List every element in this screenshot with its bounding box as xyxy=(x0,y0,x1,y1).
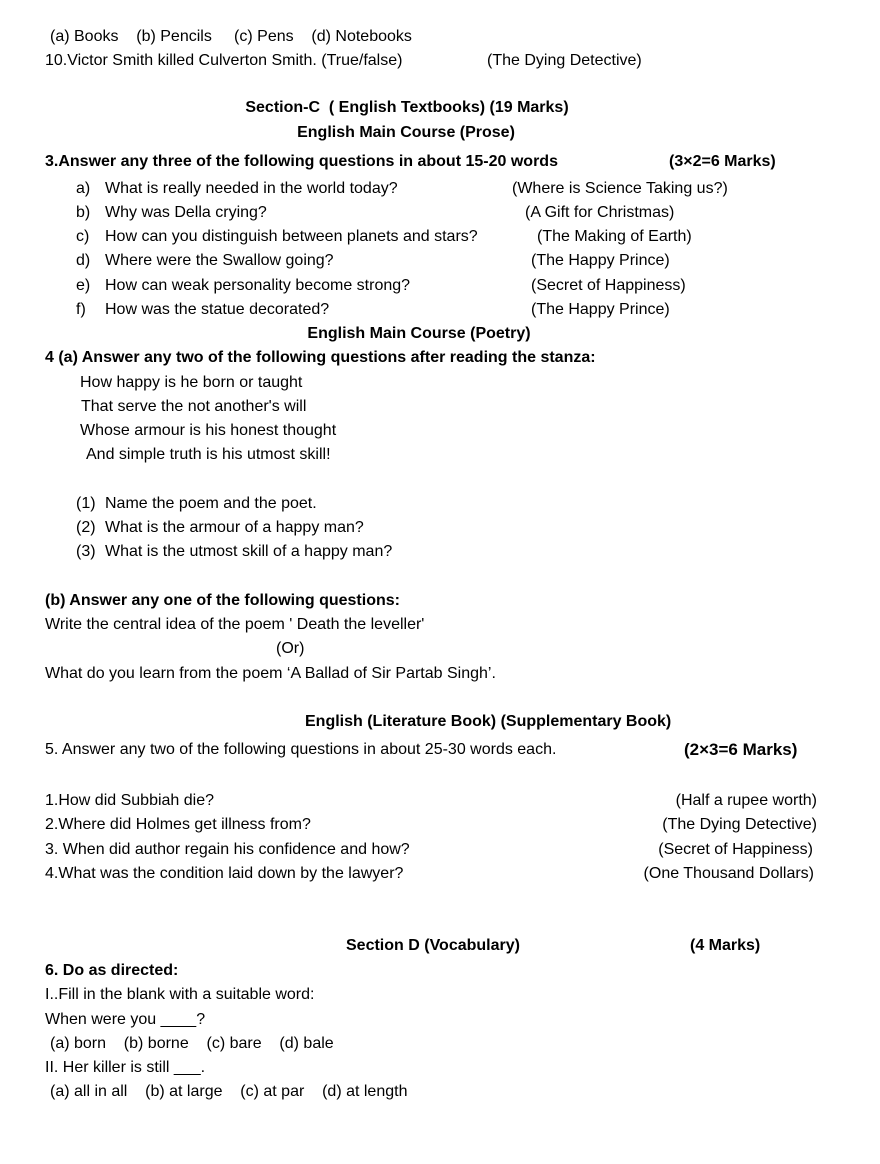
q5-item-text: 3. When did author regain his confidence and how? xyxy=(45,841,410,858)
q10-text: 10.Victor Smith killed Culverton Smith. (True/false) xyxy=(45,52,403,69)
q6-part1-instruction: I..Fill in the blank with a suitable word: xyxy=(45,986,315,1003)
q3-item-label: a) xyxy=(76,180,91,197)
stanza-line: How happy is he born or taught xyxy=(80,374,303,391)
q6-prompt: 6. Do as directed: xyxy=(45,962,179,979)
q3-item-text: Where were the Swallow going? xyxy=(105,252,334,269)
q3-item-source: (A Gift for Christmas) xyxy=(525,204,675,221)
section-d-title: Section D (Vocabulary) xyxy=(346,937,520,954)
poetry-heading: English Main Course (Poetry) xyxy=(307,325,531,342)
section-c-subtitle: English Main Course (Prose) xyxy=(297,124,515,141)
q5-item-source: (The Dying Detective) xyxy=(662,816,817,833)
q4a-question-text: What is the utmost skill of a happy man? xyxy=(105,543,393,560)
q5-item-text: 2.Where did Holmes get illness from? xyxy=(45,816,311,833)
q3-item-source: (The Happy Prince) xyxy=(531,252,670,269)
q6-part2-options: (a) all in all (b) at large (c) at par (d) at length xyxy=(50,1083,408,1100)
q3-item-source: (Secret of Happiness) xyxy=(531,277,686,294)
section-d-marks: (4 Marks) xyxy=(690,937,761,954)
q4a-question-text: Name the poem and the poet. xyxy=(105,495,317,512)
q5-item-source: (One Thousand Dollars) xyxy=(643,865,814,882)
q4b-option-1: Write the central idea of the poem ' Death the leveller' xyxy=(45,616,425,633)
q3-item-text: How can weak personality become strong? xyxy=(105,277,411,294)
q3-prompt: 3.Answer any three of the following questions in about 15-20 words xyxy=(45,153,558,170)
q3-item-text: What is really needed in the world today? xyxy=(105,180,398,197)
stanza-line: Whose armour is his honest thought xyxy=(80,422,337,439)
q5-marks: (2×3=6 Marks) xyxy=(684,740,798,759)
previous-question-options: (a) Books (b) Pencils (c) Pens (d) Notebooks xyxy=(50,28,412,45)
q4a-prompt: 4 (a) Answer any two of the following questions after reading the stanza: xyxy=(45,349,596,366)
q3-item-text: How was the statue decorated? xyxy=(105,301,330,318)
q3-item-source: (The Making of Earth) xyxy=(537,228,692,245)
q5-item-source: (Half a rupee worth) xyxy=(675,792,817,809)
q4b-prompt: (b) Answer any one of the following questions: xyxy=(45,592,400,609)
stanza-line: And simple truth is his utmost skill! xyxy=(86,446,331,463)
q4b-option-2: What do you learn from the poem ‘A Ballad of Sir Partab Singh’. xyxy=(45,665,496,682)
q6-part2-question: II. Her killer is still ___. xyxy=(45,1059,206,1076)
q3-item-label: c) xyxy=(76,228,90,245)
q3-marks: (3×2=6 Marks) xyxy=(669,153,776,170)
q3-item-text: How can you distinguish between planets and stars? xyxy=(105,228,478,245)
literature-heading: English (Literature Book) (Supplementary Book) xyxy=(305,713,672,730)
q5-item-source: (Secret of Happiness) xyxy=(658,841,813,858)
q4b-or: (Or) xyxy=(276,640,305,657)
q10-source: (The Dying Detective) xyxy=(487,52,642,69)
q4a-question-text: What is the armour of a happy man? xyxy=(105,519,364,536)
q4a-question-label: (1) xyxy=(76,495,96,512)
stanza-line: That serve the not another's will xyxy=(81,398,307,415)
q5-item-text: 4.What was the condition laid down by the lawyer? xyxy=(45,865,404,882)
q5-item-text: 1.How did Subbiah die? xyxy=(45,792,215,809)
q6-part1-question: When were you ____? xyxy=(45,1011,206,1028)
q4a-question-label: (2) xyxy=(76,519,96,536)
q3-item-source: (Where is Science Taking us?) xyxy=(512,180,728,197)
q6-part1-options: (a) born (b) borne (c) bare (d) bale xyxy=(50,1035,334,1052)
q3-item-source: (The Happy Prince) xyxy=(531,301,670,318)
q3-item-text: Why was Della crying? xyxy=(105,204,267,221)
q4a-question-label: (3) xyxy=(76,543,96,560)
q3-item-label: f) xyxy=(76,301,86,318)
q3-item-label: b) xyxy=(76,204,91,221)
q3-item-label: e) xyxy=(76,277,91,294)
section-c-title: Section-C ( English Textbooks) (19 Marks) xyxy=(245,99,569,116)
q5-prompt: 5. Answer any two of the following questions in about 25-30 words each. xyxy=(45,741,557,758)
q3-item-label: d) xyxy=(76,252,91,269)
